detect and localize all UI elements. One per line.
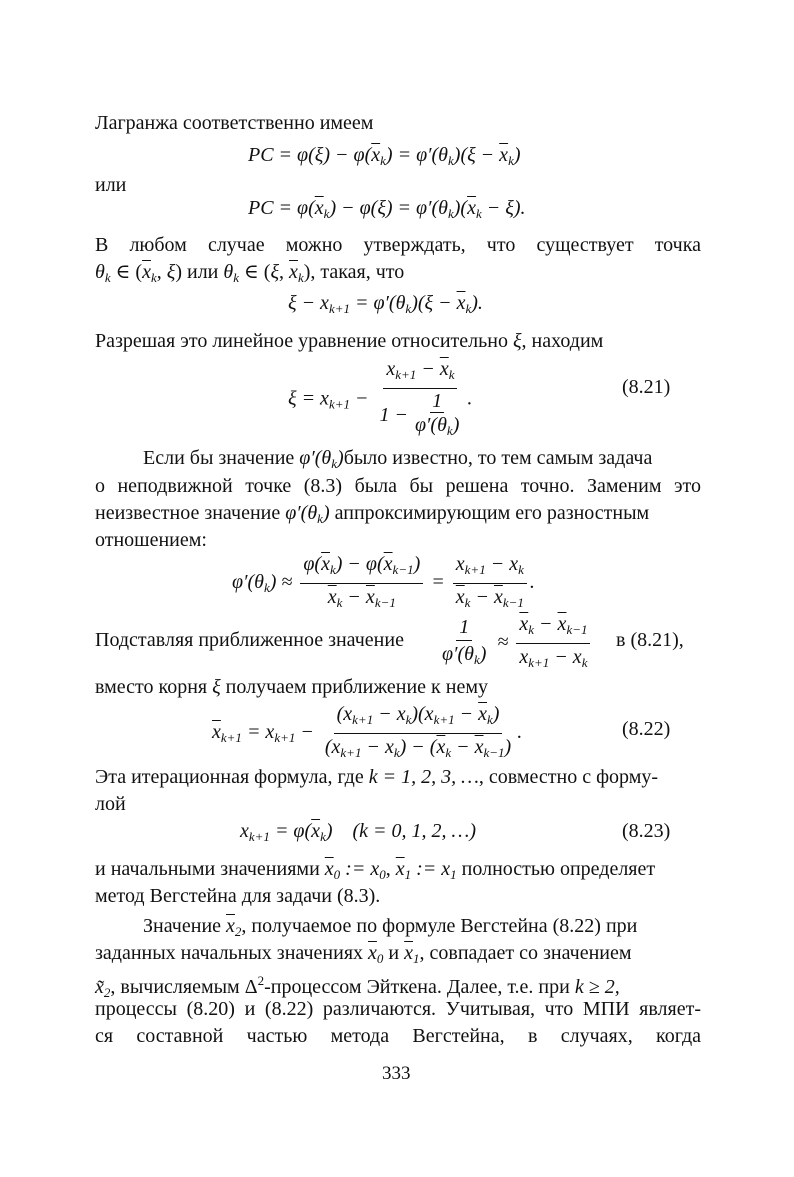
fraction: $\frac{1}{\varphi'(\theta_k)}$	[442, 616, 487, 667]
text-line: лой	[95, 793, 126, 815]
text-fragment: неизвестное значение	[95, 502, 281, 524]
text-fragment: получаем приближение к нему	[225, 676, 488, 698]
formula-derivative-approx: $\varphi'(\theta_k)$ ≈ $\frac{\varphi(\overline{x}_k) - \varphi(\overline{x}_{k-1})}{\overline{x}_k - \overline{x}_{k-1}}$ = $\frac{x_{k+1} - x_k}{\overline{x}_k - \overline{x}_{k-1}}$ .	[232, 552, 535, 615]
formula-8-23: $x_{k+1} = \varphi(\overline{x}_k)$ (k = 0, 1, 2, …)	[240, 820, 476, 844]
k-values: k = 1, 2, 3, …	[368, 766, 479, 788]
text-line: процессы (8.20) и (8.22) различаются. Учитывая, что МПИ являет-	[95, 998, 701, 1020]
formula-xi-relation: $\xi - x_{k+1} = \varphi'(\theta_k)(\xi - \overline{x}_k)$.	[288, 292, 483, 316]
text-fragment: было известно, то тем самым задача	[343, 447, 653, 469]
fraction: $x_{k+1} - \overline{x}_k$ 1 − $\frac{1}{\varphi'(\theta_k)}$	[379, 358, 460, 438]
text-fragment: Эта итерационная формула, где	[95, 766, 364, 788]
text-line: и начальными значениями $\overline{x}_0$ := $x_0$, $\overline{x}_1$ := $x_1$ полностью определяет	[95, 858, 656, 882]
text-fragment: , такая, что	[310, 261, 405, 283]
formula-reciprocal-approx: $\frac{1}{\varphi'(\theta_k)}$ ≈ $\frac{\overline{x}_k - \overline{x}_{k-1}}{x_{k+1} - x_k}$	[436, 612, 593, 675]
text-fragment: и	[388, 942, 400, 964]
formula-pc-2: PC = $\varphi(\overline{x}_k) - \varphi(\xi) = \varphi'(\theta_k)(\overline{x}_k - \xi)$.	[248, 197, 526, 221]
text-fragment: , совпадает со значением	[419, 942, 632, 964]
formula-pc-1: PC = $\varphi(\xi) - \varphi(\overline{x}_k) = \varphi'(\theta_k)(\xi - \overline{x}_k)$	[248, 144, 521, 168]
equation-number: (8.21)	[622, 376, 671, 398]
text-line: ся составной частью метода Вегстейна, в случаях, когда	[95, 1025, 701, 1047]
k-ge-2: k ≥ 2,	[574, 976, 620, 998]
fraction: $\frac{\overline{x}_k - \overline{x}_{k-1}}{x_{k+1} - x_k}$	[516, 612, 590, 675]
text-line: заданных начальных значениях $\overline{x}_0$ и $\overline{x}_1$, совпадает со значением	[95, 942, 632, 966]
text-line: или	[95, 174, 127, 196]
text-fragment: вместо корня	[95, 676, 208, 698]
text-line: вместо корня ξ получаем приближение к нему	[95, 676, 488, 698]
text-line: Если бы значение $\varphi'(\theta_k)было$ известно, то тем самым задача	[143, 447, 653, 471]
equation-number: (8.23)	[622, 820, 671, 842]
text-line: в (8.21),	[616, 629, 684, 651]
text-line: $x̃_2$, вычисляемым $\Delta^2$-процессом Эйткена. Далее, т.е. при k ≥ 2,	[95, 973, 620, 1000]
text-line: Разрешая это линейное уравнение относительно ξ, находим	[95, 330, 604, 352]
text-line: метод Вегстейна для задачи (8.3).	[95, 885, 381, 907]
text-line: Подставляя приближенное значение	[95, 629, 404, 651]
text-line: неизвестное значение $\varphi'(\theta_k)$ аппроксимирующим его разностным	[95, 502, 650, 526]
page-number: 333	[382, 1063, 411, 1084]
text-line: В любом случае можно утверждать, что существует точка	[95, 234, 701, 256]
text-fragment: и начальными значениями	[95, 858, 320, 880]
formula-8-21: $\xi = x_{k+1}$ − $x_{k+1} - \overline{x}_k$ 1 − $\frac{1}{\varphi'(\theta_k)}$ .	[288, 357, 472, 443]
fraction: $\frac{\varphi(\overline{x}_k) - \varphi(\overline{x}_{k-1})}{\overline{x}_k - \overline{x}_{k-1}}$	[300, 552, 423, 615]
text-fragment: , совместно с форму-	[478, 766, 659, 788]
text-line: о неподвижной точке (8.3) была бы решена точно. Заменим это	[95, 475, 701, 497]
text-fragment: полностью определяет	[461, 858, 656, 880]
equation-number: (8.22)	[622, 718, 671, 740]
text-fragment: , получаемое по формуле Вегстейна (8.22) при	[241, 915, 638, 937]
text-fragment: заданных начальных значениях	[95, 942, 364, 964]
text-fragment: Если бы значение	[143, 447, 295, 469]
text-fragment: аппроксимирующим его разностным	[334, 502, 650, 524]
fraction: $\frac{(x_{k+1} - x_k)(x_{k+1} - \overline{x}_k)}{(x_{k+1} - x_k) - (\overline{x}_k - \overline{x}_{k-1})}$	[324, 703, 512, 760]
text-line: Значение $\overline{x}_2$, получаемое по формуле Вегстейна (8.22) при	[143, 915, 638, 939]
text-line: отношением:	[95, 529, 207, 551]
text-line	[95, 764, 658, 790]
fraction: $\frac{x_{k+1} - x_k}{\overline{x}_k - \overline{x}_{k-1}}$	[453, 552, 527, 615]
text-line: $\theta_k$ ∈ ($\overline{x}_k$, ξ) или $\theta_k$ ∈ (ξ, $\overline{x}_k$), такая, что	[95, 261, 405, 285]
text-line: Лагранжа соответственно имеем	[95, 112, 374, 134]
text-fragment: , находим	[521, 330, 604, 352]
text-fragment: Разрешая это линейное уравнение относительно	[95, 330, 508, 352]
text-fragment: или	[187, 261, 219, 283]
text-fragment: Значение	[143, 915, 222, 937]
text-fragment: -процессом Эйткена. Далее, т.е. при	[264, 976, 570, 998]
text-fragment: , вычисляемым	[110, 976, 240, 998]
formula-8-22: $\overline{x}_{k+1} = x_{k+1}$ − $\frac{(x_{k+1} - x_k)(x_{k+1} - \overline{x}_k)}{(x_{k+1} - x_k) - (\overline{x}_k - \overline{x}_{k-1})}$ .	[212, 702, 522, 765]
k-range: (k = 0, 1, 2, …)	[352, 820, 476, 842]
